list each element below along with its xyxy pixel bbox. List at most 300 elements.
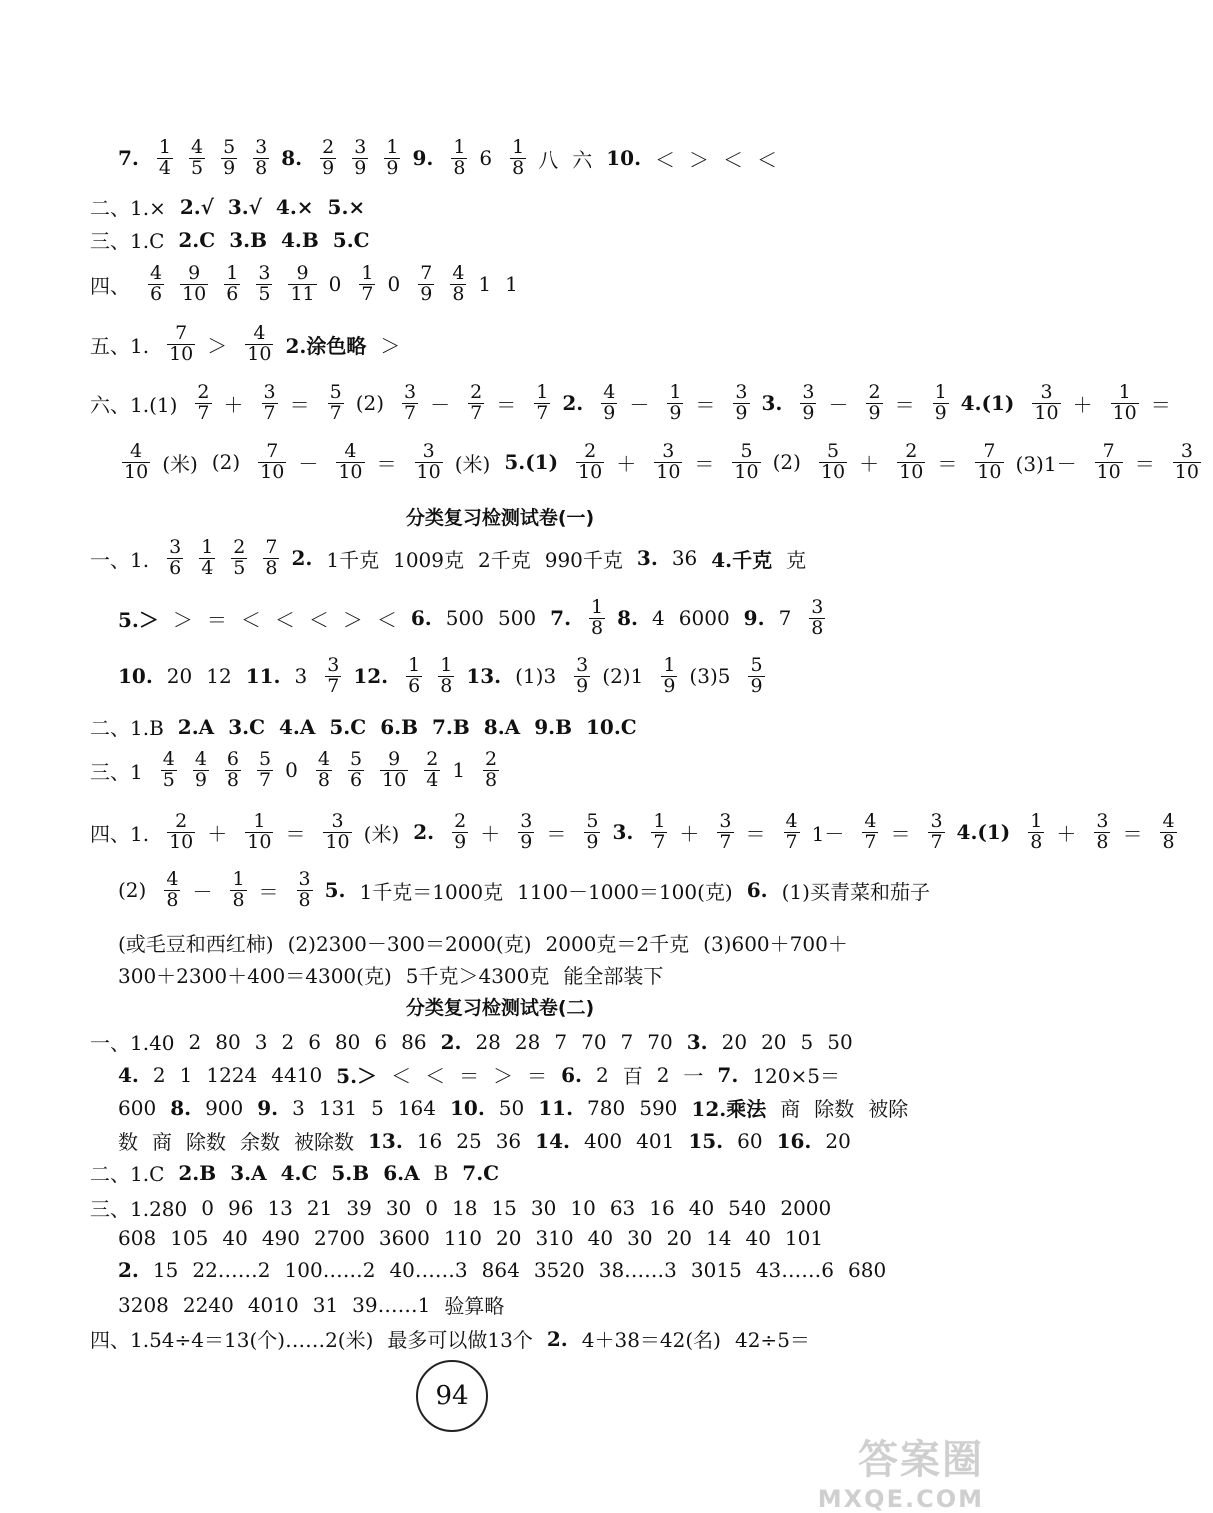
numerator: 2 bbox=[868, 381, 881, 403]
answer-text: 39……1 bbox=[352, 1292, 431, 1317]
answer-text: (2) bbox=[772, 450, 801, 475]
denominator: 7 bbox=[864, 830, 877, 853]
answer-text: (3)1－ bbox=[1015, 451, 1077, 476]
answer-text: 7 bbox=[620, 1029, 634, 1054]
answer-text: 9. bbox=[257, 1095, 279, 1120]
watermark-url: MXQE.COM bbox=[817, 1485, 984, 1513]
answer-text: 10 bbox=[570, 1195, 596, 1220]
denominator: 8 bbox=[265, 556, 278, 579]
answer-text: 2000克＝2千克 bbox=[545, 932, 690, 956]
fraction bbox=[148, 264, 164, 305]
answer-text: 12 bbox=[206, 664, 232, 689]
answer-line bbox=[118, 1060, 854, 1089]
answer-line bbox=[118, 870, 944, 911]
denominator: 5 bbox=[258, 282, 271, 305]
numerator: 1 bbox=[158, 136, 171, 158]
answer-text: 500 bbox=[445, 606, 484, 631]
answer-text: 7.C bbox=[462, 1160, 500, 1185]
numerator: 3 bbox=[811, 596, 824, 618]
answer-text: 20 bbox=[666, 1226, 693, 1250]
answer-text: 2. bbox=[440, 1029, 462, 1054]
numerator: 3 bbox=[331, 810, 344, 832]
answer-text: 3.√ bbox=[227, 194, 262, 219]
fraction bbox=[897, 442, 925, 483]
answer-text: ＜ bbox=[655, 147, 676, 172]
page-number-text: 94 bbox=[435, 1381, 469, 1411]
answer-text: 3 bbox=[254, 1029, 268, 1054]
answer-text: 6 bbox=[479, 146, 493, 171]
numerator: 3 bbox=[327, 654, 340, 676]
denominator: 10 bbox=[1096, 460, 1121, 483]
answer-text: 13. bbox=[368, 1128, 403, 1153]
answer-text: (米) bbox=[162, 451, 198, 476]
fraction bbox=[483, 750, 499, 791]
numerator: 1 bbox=[440, 654, 453, 676]
answer-text: 5千克＞4300克 bbox=[405, 964, 550, 988]
denominator: 9 bbox=[669, 401, 682, 424]
answer-line bbox=[90, 1324, 824, 1353]
answer-text: 1 bbox=[478, 272, 492, 297]
answer-text: 30 bbox=[627, 1226, 653, 1250]
answer-text: 9. bbox=[743, 606, 765, 631]
answer-text: 3.A bbox=[230, 1160, 267, 1185]
answer-line bbox=[90, 812, 1189, 853]
denominator: 10 bbox=[734, 460, 759, 483]
answer-text: 2 bbox=[595, 1062, 609, 1087]
answer-text: (3)5 bbox=[689, 664, 731, 689]
answer-line bbox=[118, 1226, 837, 1250]
answer-line bbox=[90, 264, 532, 305]
answer-text: 164 bbox=[397, 1095, 436, 1120]
answer-text: 7 bbox=[554, 1029, 568, 1054]
answer-text: 400 bbox=[583, 1128, 623, 1153]
fraction bbox=[167, 812, 195, 853]
fraction bbox=[320, 138, 336, 179]
denominator: 9 bbox=[802, 401, 815, 424]
answer-text: 2千克 bbox=[478, 547, 531, 572]
answer-line bbox=[118, 928, 862, 957]
fraction bbox=[262, 383, 278, 424]
answer-text: 401 bbox=[636, 1128, 675, 1153]
answer-text: ＝ bbox=[1134, 451, 1155, 476]
fraction bbox=[336, 442, 364, 483]
numerator: 3 bbox=[735, 381, 748, 403]
numerator: 3 bbox=[576, 654, 589, 676]
answer-line bbox=[90, 712, 651, 741]
answer-text: 608 bbox=[118, 1226, 157, 1250]
answer-line bbox=[118, 656, 777, 697]
numerator: 9 bbox=[388, 748, 401, 770]
denominator: 7 bbox=[404, 401, 417, 424]
answer-text: 0 bbox=[285, 758, 298, 783]
denominator: 9 bbox=[750, 674, 763, 697]
answer-text: 490 bbox=[261, 1226, 301, 1250]
numerator: 3 bbox=[520, 810, 533, 832]
numerator: 3 bbox=[802, 381, 815, 403]
answer-text: ＝ bbox=[258, 879, 279, 904]
denominator: 9 bbox=[735, 401, 748, 424]
answer-text: 21 bbox=[306, 1195, 333, 1220]
fraction bbox=[380, 750, 408, 791]
answer-text: 被除 bbox=[868, 1097, 909, 1121]
numerator: 2 bbox=[470, 381, 483, 403]
fraction bbox=[1111, 383, 1139, 424]
fraction bbox=[167, 538, 183, 579]
answer-text: 3. bbox=[612, 820, 634, 845]
denominator: 7 bbox=[259, 768, 272, 791]
answer-text: 9.B bbox=[534, 714, 572, 739]
answer-text: ＝ bbox=[376, 451, 397, 476]
fraction bbox=[348, 750, 364, 791]
numerator: 7 bbox=[265, 536, 278, 558]
answer-text: 除数 bbox=[186, 1130, 226, 1154]
answer-text: 6.B bbox=[380, 714, 418, 739]
denominator: 8 bbox=[512, 156, 525, 179]
numerator: 3 bbox=[662, 440, 675, 462]
answer-text: 6 bbox=[308, 1029, 321, 1054]
answer-text: (2) bbox=[355, 391, 385, 416]
fraction bbox=[1160, 812, 1176, 853]
denominator: 7 bbox=[361, 282, 374, 305]
fraction bbox=[450, 264, 466, 305]
denominator: 6 bbox=[349, 768, 363, 791]
answer-text: 80 bbox=[334, 1029, 361, 1054]
answer-text: 15 bbox=[491, 1195, 517, 1220]
fraction bbox=[195, 383, 211, 424]
numerator: 5 bbox=[223, 136, 236, 158]
numerator: 1 bbox=[408, 654, 421, 676]
answer-text: 310 bbox=[535, 1226, 574, 1250]
answer-text: 1－ bbox=[811, 821, 845, 846]
numerator: 2 bbox=[233, 536, 246, 558]
numerator: 5 bbox=[750, 654, 763, 676]
answer-text: 40 bbox=[587, 1226, 614, 1250]
fraction bbox=[245, 812, 273, 853]
fraction bbox=[654, 442, 682, 483]
denominator: 10 bbox=[325, 830, 350, 853]
answer-text: 2.C bbox=[178, 227, 216, 252]
denominator: 7 bbox=[536, 401, 549, 424]
numerator: 1 bbox=[663, 654, 676, 676]
denominator: 9 bbox=[663, 674, 676, 697]
answer-text: 11. bbox=[538, 1095, 574, 1120]
denominator: 10 bbox=[247, 342, 272, 365]
fraction bbox=[866, 383, 882, 424]
numerator: 1 bbox=[1118, 381, 1131, 403]
denominator: 10 bbox=[169, 342, 194, 365]
fraction bbox=[256, 264, 272, 305]
answer-text: 1千克＝1000克 bbox=[359, 879, 504, 904]
answer-text: 2 bbox=[152, 1062, 166, 1087]
denominator: 5 bbox=[190, 156, 204, 179]
answer-text: ＋ bbox=[207, 821, 228, 846]
answer-line bbox=[90, 324, 414, 365]
numerator: 4 bbox=[344, 440, 357, 462]
answer-text: ＞ bbox=[207, 333, 228, 358]
fraction bbox=[784, 812, 800, 853]
numerator: 1 bbox=[232, 868, 245, 890]
answer-text: 5.C bbox=[332, 227, 370, 252]
denominator: 9 bbox=[354, 156, 367, 179]
answer-text: 数 bbox=[118, 1130, 138, 1154]
answer-text: 300＋2300＋400＝4300(克) bbox=[118, 964, 392, 988]
answer-text: (或毛豆和西红柿) bbox=[118, 932, 274, 956]
numerator: 7 bbox=[983, 440, 996, 462]
answer-text: 3.B bbox=[229, 227, 267, 252]
denominator: 11 bbox=[290, 282, 315, 305]
answer-text: (1)3 bbox=[515, 664, 557, 689]
answer-text: 2. bbox=[291, 546, 313, 571]
denominator: 10 bbox=[899, 460, 924, 483]
numerator: 5 bbox=[586, 810, 599, 832]
answer-text: 39 bbox=[346, 1195, 372, 1220]
answer-text: (2)1 bbox=[602, 664, 644, 689]
denominator: 4 bbox=[201, 556, 214, 579]
answer-text: 5.＞ bbox=[336, 1064, 378, 1088]
answer-text: ＝ bbox=[527, 1064, 548, 1088]
answer-text: 二、1.C bbox=[90, 1162, 165, 1186]
answer-text: 3. bbox=[636, 546, 658, 571]
denominator: 10 bbox=[1034, 401, 1059, 424]
fraction bbox=[667, 383, 683, 424]
answer-text: 60 bbox=[737, 1128, 763, 1153]
denominator: 9 bbox=[520, 830, 533, 853]
denominator: 8 bbox=[452, 282, 465, 305]
answer-text: 3520 bbox=[533, 1258, 585, 1282]
fraction bbox=[221, 138, 237, 179]
numerator: 1 bbox=[386, 136, 399, 158]
answer-text: 500 bbox=[497, 606, 537, 631]
answer-text: 1 bbox=[505, 272, 518, 297]
answer-text: ＜ bbox=[425, 1064, 446, 1088]
answer-text: ＋ bbox=[1072, 392, 1093, 417]
answer-text: B bbox=[433, 1160, 449, 1185]
denominator: 8 bbox=[453, 156, 466, 179]
fraction bbox=[1094, 812, 1110, 853]
fraction bbox=[584, 812, 600, 853]
answer-text: ＝ bbox=[459, 1064, 480, 1088]
fraction bbox=[406, 656, 422, 697]
fraction bbox=[576, 442, 604, 483]
answer-text: ＝ bbox=[496, 392, 517, 417]
answer-text: (3)600＋700＋ bbox=[703, 932, 848, 956]
numerator: 3 bbox=[422, 440, 435, 462]
answer-text: 六、1.(1) bbox=[90, 392, 178, 417]
denominator: 9 bbox=[454, 830, 467, 853]
denominator: 8 bbox=[591, 616, 604, 639]
numerator: 5 bbox=[827, 440, 840, 462]
answer-text: ＋ bbox=[223, 392, 244, 417]
numerator: 2 bbox=[584, 440, 597, 462]
answer-line bbox=[90, 383, 1185, 424]
answer-text: 7 bbox=[778, 606, 792, 631]
answer-text: 42÷5＝ bbox=[734, 1328, 810, 1352]
denominator: 7 bbox=[329, 401, 342, 424]
denominator: 8 bbox=[298, 888, 311, 911]
answer-text: ＞ bbox=[380, 333, 401, 358]
answer-text: (2) bbox=[118, 878, 147, 903]
denominator: 9 bbox=[576, 674, 589, 697]
answer-line bbox=[118, 1093, 922, 1122]
answer-text: (1)买青菜和茄子 bbox=[781, 879, 930, 904]
numerator: 3 bbox=[255, 136, 268, 158]
fraction bbox=[225, 750, 241, 791]
answer-text: 1100－1000＝100(克) bbox=[517, 879, 733, 904]
answer-text: 13 bbox=[267, 1195, 293, 1220]
denominator: 8 bbox=[811, 616, 824, 639]
answer-text: 4＋38＝42(名) bbox=[581, 1328, 721, 1352]
answer-text: 2. bbox=[413, 820, 435, 845]
answer-text: 2.涂色略 bbox=[285, 333, 367, 358]
denominator: 5 bbox=[162, 768, 175, 791]
answer-text: 1千克 bbox=[326, 547, 380, 572]
denominator: 10 bbox=[416, 460, 441, 483]
denominator: 7 bbox=[327, 674, 340, 697]
fraction bbox=[862, 812, 878, 853]
numerator: 7 bbox=[420, 262, 433, 284]
denominator: 10 bbox=[382, 768, 407, 791]
answer-text: 36 bbox=[671, 546, 698, 571]
answer-text: ＝ bbox=[285, 821, 306, 846]
answer-line bbox=[118, 138, 791, 179]
fraction bbox=[415, 442, 443, 483]
answer-text: 9. bbox=[412, 146, 434, 171]
answer-text: 二、1.× bbox=[90, 196, 166, 220]
answer-text: 10.C bbox=[585, 714, 637, 739]
answer-text: 3 bbox=[294, 664, 308, 689]
answer-text: 12. bbox=[353, 664, 389, 689]
answer-text: 一、1.40 bbox=[90, 1031, 175, 1055]
numerator: 1 bbox=[361, 262, 374, 284]
denominator: 5 bbox=[233, 556, 246, 579]
numerator: 5 bbox=[740, 440, 753, 462]
fraction bbox=[601, 383, 617, 424]
numerator: 4 bbox=[785, 810, 798, 832]
answer-text: 除数 bbox=[814, 1097, 855, 1121]
fraction bbox=[122, 442, 150, 483]
answer-text: 4010 bbox=[247, 1292, 299, 1317]
answer-text: 30 bbox=[385, 1195, 412, 1220]
answer-text: 780 bbox=[587, 1095, 626, 1120]
denominator: 7 bbox=[785, 830, 798, 853]
fraction bbox=[199, 538, 215, 579]
section-heading: 分类复习检测试卷(二) bbox=[405, 997, 595, 1019]
answer-text: (2) bbox=[211, 450, 241, 475]
answer-text: 131 bbox=[318, 1095, 358, 1120]
answer-text: 一 bbox=[683, 1064, 704, 1088]
answer-text: 4.(1) bbox=[956, 820, 1011, 845]
answer-text: 96 bbox=[228, 1195, 254, 1220]
denominator: 6 bbox=[226, 282, 239, 305]
answer-text: 4. bbox=[118, 1062, 139, 1087]
answer-text: 0 bbox=[328, 272, 342, 297]
answer-text: 5.C bbox=[329, 714, 367, 739]
fraction bbox=[800, 383, 816, 424]
answer-text: 36 bbox=[495, 1128, 522, 1153]
answer-text: 7. bbox=[118, 146, 139, 171]
answer-text: 80 bbox=[215, 1029, 241, 1054]
answer-text: 864 bbox=[481, 1258, 520, 1282]
answer-line bbox=[118, 598, 837, 639]
denominator: 9 bbox=[194, 768, 207, 791]
fraction bbox=[253, 138, 269, 179]
denominator: 9 bbox=[322, 156, 335, 179]
fraction bbox=[424, 750, 440, 791]
answer-text: 20 bbox=[721, 1029, 748, 1054]
denominator: 7 bbox=[930, 830, 943, 853]
fraction bbox=[180, 264, 208, 305]
answer-text: ＝ bbox=[546, 821, 567, 846]
numerator: 3 bbox=[1180, 440, 1193, 462]
numerator: 7 bbox=[175, 322, 188, 344]
numerator: 6 bbox=[226, 748, 240, 770]
fraction bbox=[510, 138, 526, 179]
answer-text: ＜ bbox=[723, 147, 744, 172]
answer-text: 25 bbox=[456, 1128, 482, 1153]
answer-text: 105 bbox=[170, 1226, 209, 1250]
answer-text: 8.A bbox=[483, 714, 521, 739]
answer-text: 3 bbox=[292, 1095, 305, 1120]
watermark bbox=[818, 1428, 984, 1513]
numerator: 5 bbox=[259, 748, 272, 770]
fraction bbox=[164, 870, 180, 911]
numerator: 3 bbox=[404, 381, 417, 403]
denominator: 8 bbox=[166, 888, 179, 911]
answer-text: 六 bbox=[572, 147, 593, 172]
denominator: 4 bbox=[158, 156, 171, 179]
answer-text: 6. bbox=[746, 878, 768, 903]
answer-text: 2.B bbox=[178, 1160, 217, 1185]
answer-text: 13. bbox=[466, 664, 502, 689]
answer-text: 商 bbox=[152, 1130, 172, 1154]
answer-line bbox=[118, 1126, 865, 1155]
numerator: 3 bbox=[258, 262, 271, 284]
answer-text: ＞ bbox=[342, 607, 363, 632]
numerator: 4 bbox=[1162, 810, 1175, 832]
answer-text: 7.B bbox=[431, 714, 470, 739]
answer-text: 3. bbox=[686, 1029, 708, 1054]
denominator: 8 bbox=[232, 888, 245, 911]
numerator: 3 bbox=[1040, 381, 1053, 403]
numerator: 9 bbox=[296, 262, 309, 284]
answer-text: － bbox=[828, 392, 849, 417]
numerator: 2 bbox=[322, 136, 335, 158]
denominator: 7 bbox=[197, 401, 210, 424]
answer-text: 0 bbox=[387, 272, 401, 297]
answer-text: 28 bbox=[514, 1029, 541, 1054]
denominator: 10 bbox=[1112, 401, 1137, 424]
answer-text: 2. bbox=[118, 1258, 139, 1282]
answer-text: 38……3 bbox=[598, 1258, 677, 1282]
answer-text: 5 bbox=[371, 1095, 384, 1120]
numerator: 3 bbox=[263, 381, 276, 403]
numerator: 2 bbox=[426, 748, 439, 770]
answer-text: ＝ bbox=[745, 821, 766, 846]
answer-text: 1 bbox=[452, 758, 466, 783]
answer-text: ＝ bbox=[894, 392, 915, 417]
answer-text: 10. bbox=[118, 664, 153, 689]
answer-line bbox=[90, 192, 379, 221]
answer-text: 40 bbox=[745, 1226, 771, 1250]
answer-text: ＋ bbox=[1056, 821, 1077, 846]
answer-text: 一、1. bbox=[90, 547, 150, 572]
numerator: 1 bbox=[669, 381, 682, 403]
answer-text: 11. bbox=[245, 664, 281, 689]
numerator: 4 bbox=[130, 440, 143, 462]
numerator: 2 bbox=[454, 810, 467, 832]
denominator: 8 bbox=[1162, 830, 1175, 853]
numerator: 1 bbox=[512, 136, 525, 158]
